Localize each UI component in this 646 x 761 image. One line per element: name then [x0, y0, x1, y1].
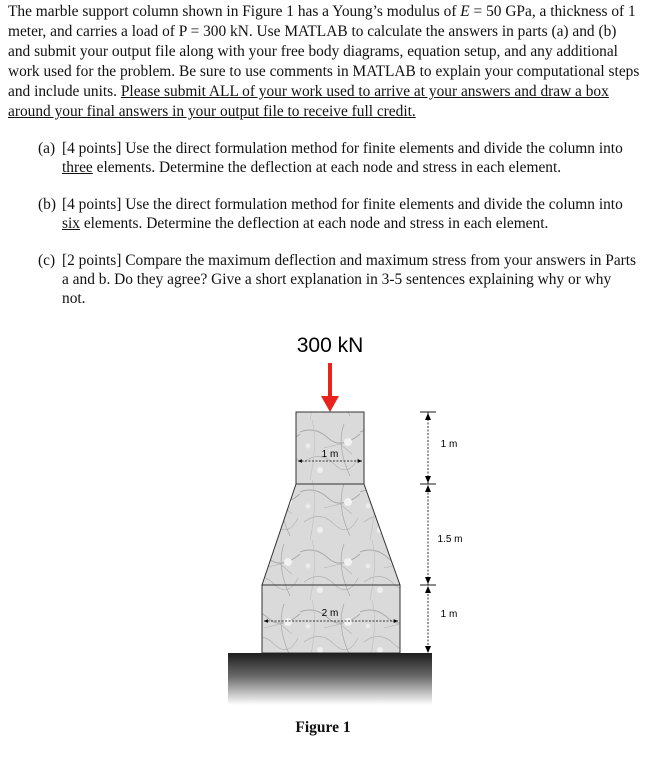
load-arrow-icon: [321, 396, 339, 412]
column-tapered-section: [262, 484, 400, 585]
column-top-block: [296, 412, 364, 484]
top-width-label: 1 m: [321, 449, 339, 460]
bottom-width-label: 2 m: [321, 608, 339, 619]
intro-text-2: = 50 GPa, a thickness of 1 meter, and carries a load of P = 300 kN. Use MATLAB to calculate the answers in parts (a) and (b) and submit your output file along with your free body diagrams, equation setup, and any additional work used for the problem. Be sure to use comments in MATLAB to explain your computational steps and include units.: [8, 3, 640, 100]
column-base-block: [262, 585, 400, 653]
height-dimension: [420, 412, 436, 653]
part-a-text-1: [4 points] Use the direct formulation method for finite elements and divide the column into: [62, 140, 623, 157]
e-symbol: E: [460, 3, 470, 20]
part-c-text: [2 points] Compare the maximum deflection and maximum stress from your answers in Parts a and b. Do they agree? Give a short explanation in 3-5 sentences explaining why or why not.: [62, 252, 637, 307]
part-b-label: (b): [38, 196, 56, 213]
part-b-text-2: elements. Determine the deflection at each node and stress in each element.: [79, 215, 549, 232]
load-label: 300 kN: [296, 334, 364, 357]
part-b-count: six: [62, 215, 80, 232]
part-a-count: three: [62, 159, 93, 176]
segment-top-height: 1 m: [440, 439, 458, 450]
part-b-text-1: [4 points] Use the direct formulation method for finite elements and divide the column into: [62, 196, 623, 213]
figure-caption: Figure 1: [295, 719, 351, 736]
part-c-label: (c): [38, 252, 56, 269]
part-a-text-2: elements. Determine the deflection at each node and stress in each element.: [92, 159, 562, 176]
part-a-label: (a): [38, 140, 56, 157]
submission-note: Please submit ALL of your work used to arrive at your answers and draw a box around your final answers in your output file to receive full credit.: [8, 83, 609, 120]
ground-support: [228, 653, 432, 705]
segment-middle-height: 1.5 m: [437, 534, 463, 545]
intro-text-1: The marble support column shown in Figure 1 has a Young’s modulus of: [8, 3, 461, 20]
segment-bottom-height: 1 m: [440, 609, 458, 620]
